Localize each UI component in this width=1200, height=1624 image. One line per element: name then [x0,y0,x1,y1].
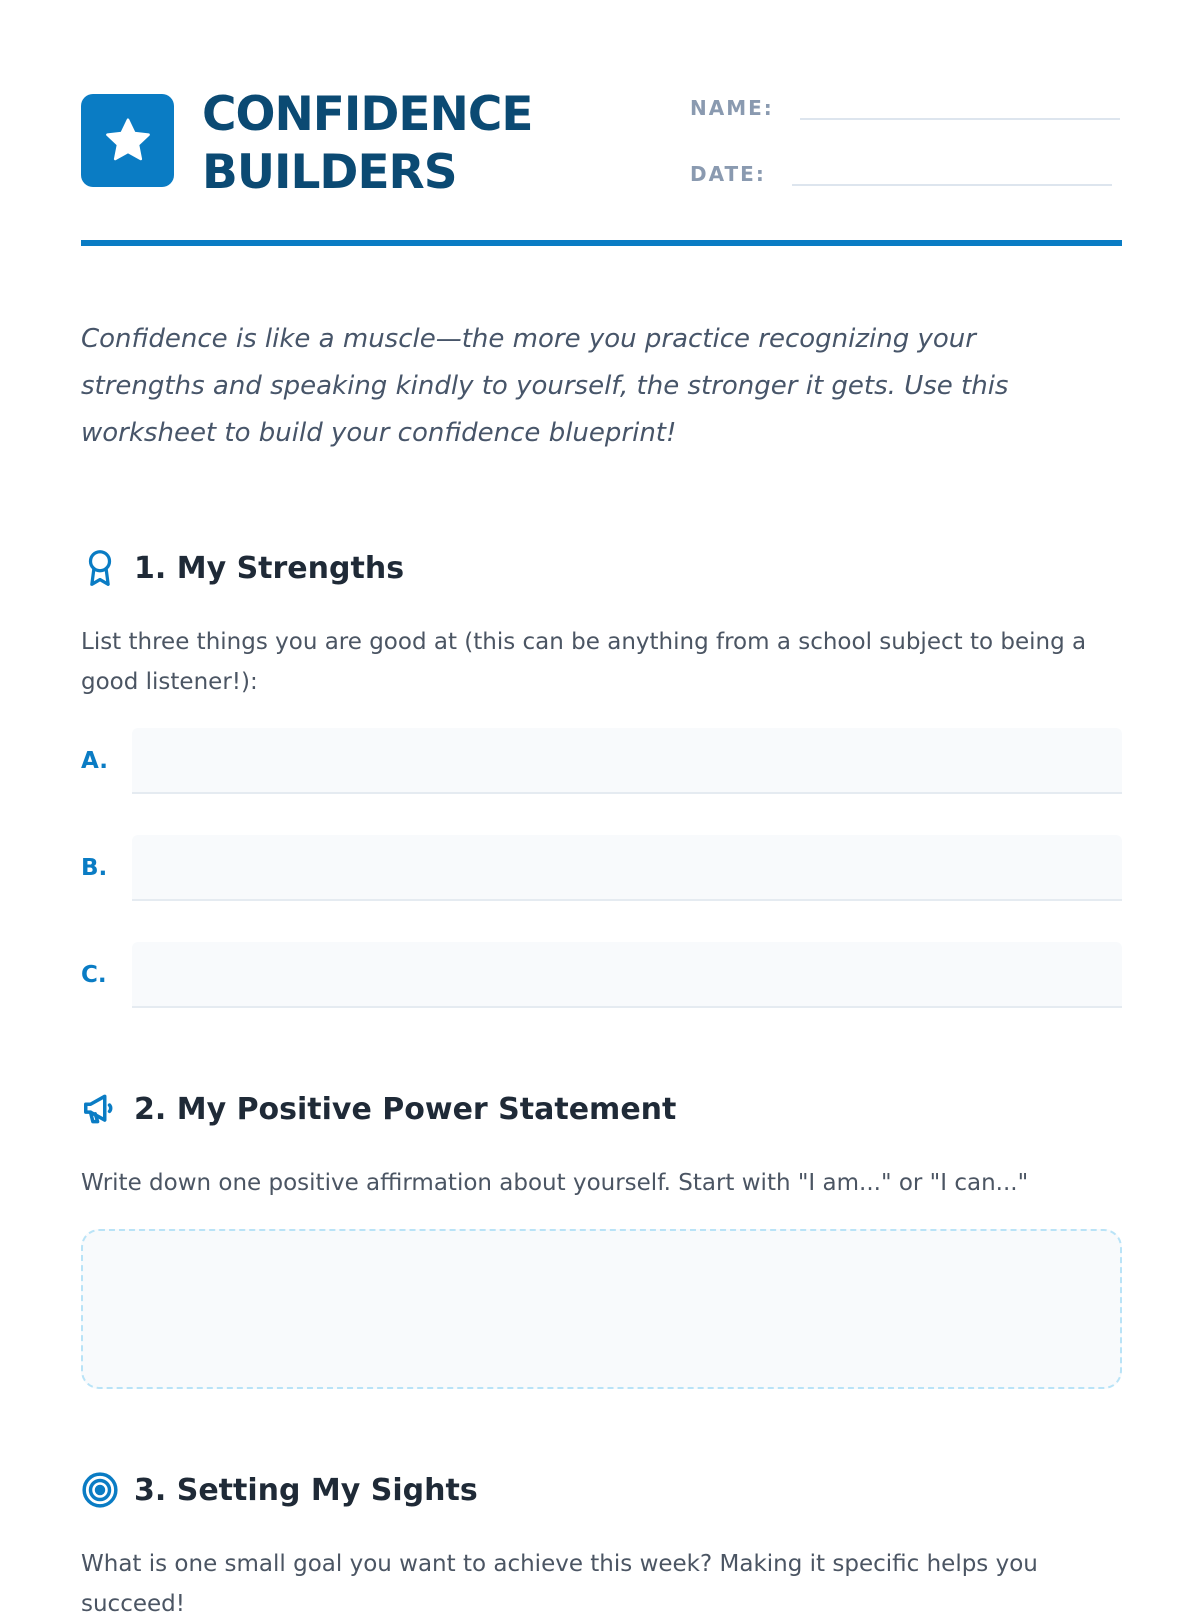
section-statement-title: 2. My Positive Power Statement [134,1091,677,1127]
section-goal-heading [81,1471,478,1509]
title-line-2: BUILDERS [202,145,457,200]
page-title [202,86,532,202]
answer-letter: C. [81,962,107,988]
date-field-row [690,162,1112,186]
header-divider [81,240,1122,246]
strength-input-b[interactable] [132,835,1122,901]
section-statement-description: Write down one positive affirmation about yourself. Start with "I am..." or "I can..." [81,1170,1029,1196]
star-icon [102,115,154,167]
section-goal-description: What is one small goal you want to achieve this week? Making it specific helps you succeed! [81,1551,1038,1617]
power-statement-input[interactable] [81,1229,1122,1389]
strength-input-c[interactable] [132,942,1122,1008]
name-field-row [690,96,1120,120]
section-statement-heading [81,1090,676,1128]
strength-answer-c [81,942,1122,1008]
section-strengths-heading [81,549,404,587]
target-icon [81,1471,119,1509]
strength-input-a[interactable] [132,728,1122,794]
megaphone-icon [81,1090,119,1128]
name-label: NAME: [690,96,774,120]
date-field[interactable] [792,184,1112,186]
strength-answer-b [81,835,1122,901]
title-line-1: CONFIDENCE [202,87,533,142]
section-goal-title: 3. Setting My Sights [134,1472,478,1508]
strength-answer-a [81,728,1122,794]
intro-text: Confidence is like a muscle—the more you practice recognizing your strengths and speaking kindly to yourself, the stronger it gets. Use this worksheet to build your confidence blueprint! [81,324,1009,448]
name-field[interactable] [800,118,1120,120]
logo-badge [81,94,174,187]
answer-letter: B. [81,855,108,881]
award-ribbon-icon [81,549,119,587]
worksheet-header [81,86,1122,246]
date-label: DATE: [690,162,766,186]
section-strengths-description: List three things you are good at (this can be anything from a school subject to being a good listener!): [81,629,1087,695]
section-strengths-title: 1. My Strengths [134,550,405,586]
answer-letter: A. [81,748,108,774]
